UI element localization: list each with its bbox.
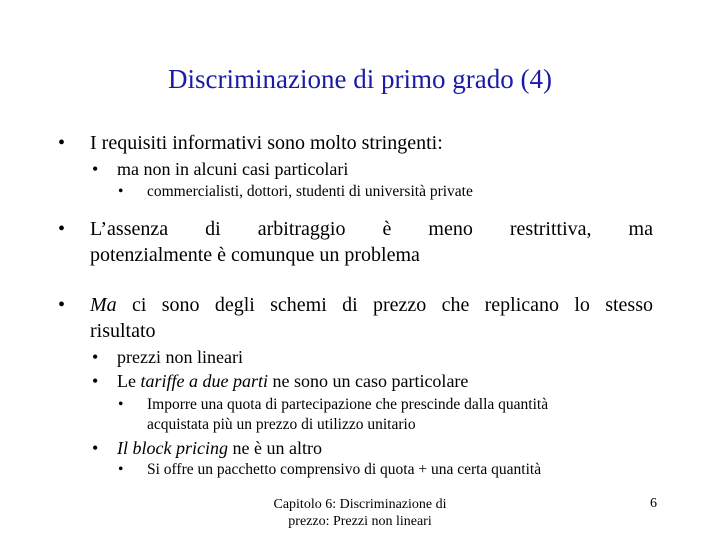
emphasis-two-part-tariffs: tariffe a due parti: [140, 371, 268, 391]
bullet-marker: •: [58, 294, 66, 316]
bullet-marker: •: [118, 183, 124, 200]
bullet-marker: •: [118, 396, 124, 413]
bullet-marker: •: [58, 218, 66, 240]
bullet-1-1-text: ma non in alcuni casi particolari: [117, 159, 349, 179]
bullet-2-text-line-2: potenzialmente è comunque un problema: [90, 244, 420, 266]
bullet-3-2-1-text-line-2: acquistata più un prezzo di utilizzo unitario: [147, 416, 416, 433]
bullet-3-line-1-rest: ci sono degli schemi di prezzo che replicano lo stesso: [116, 294, 653, 316]
bullet-3-text-line-1: [90, 294, 653, 317]
footer-line-1: Capitolo 6: Discriminazione di: [273, 497, 447, 512]
bullet-3-2-post: ne sono un caso particolare: [267, 371, 469, 391]
bullet-1-1-1-text: commercialisti, dottori, studenti di università private: [147, 183, 473, 200]
bullet-3-3-text: [117, 438, 322, 459]
bullet-marker: •: [58, 132, 66, 154]
page-number: 6: [650, 496, 657, 511]
bullet-3-3-post: ne è un altro: [227, 438, 322, 458]
emphasis-ma: Ma: [90, 294, 117, 316]
bullet-1-text: I requisiti informativi sono molto stringenti:: [90, 132, 443, 154]
slide-title: Discriminazione di primo grado (4): [168, 64, 552, 94]
bullet-marker: •: [92, 438, 99, 458]
bullet-marker: •: [118, 461, 124, 478]
bullet-3-1-text: prezzi non lineari: [117, 347, 243, 367]
bullet-3-2-pre: Le: [117, 371, 141, 391]
slide-footer: [260, 496, 460, 530]
bullet-3-text-line-2: risultato: [90, 320, 156, 342]
emphasis-block-pricing: Il block pricing: [117, 438, 228, 458]
bullet-marker: •: [92, 159, 99, 179]
footer-line-2: prezzo: Prezzi non lineari: [288, 514, 432, 529]
bullet-3-3-1-text: Si offre un pacchetto comprensivo di quota + una certa quantità: [147, 461, 542, 478]
bullet-marker: •: [92, 371, 99, 391]
bullet-2-text-line-1: L’assenza di arbitraggio è meno restrittiva, ma: [90, 218, 653, 240]
bullet-3-2-1-text-line-1: Imporre una quota di partecipazione che prescinde dalla quantità: [147, 396, 549, 413]
bullet-marker: •: [92, 347, 99, 367]
bullet-3-2-text: [117, 371, 468, 392]
